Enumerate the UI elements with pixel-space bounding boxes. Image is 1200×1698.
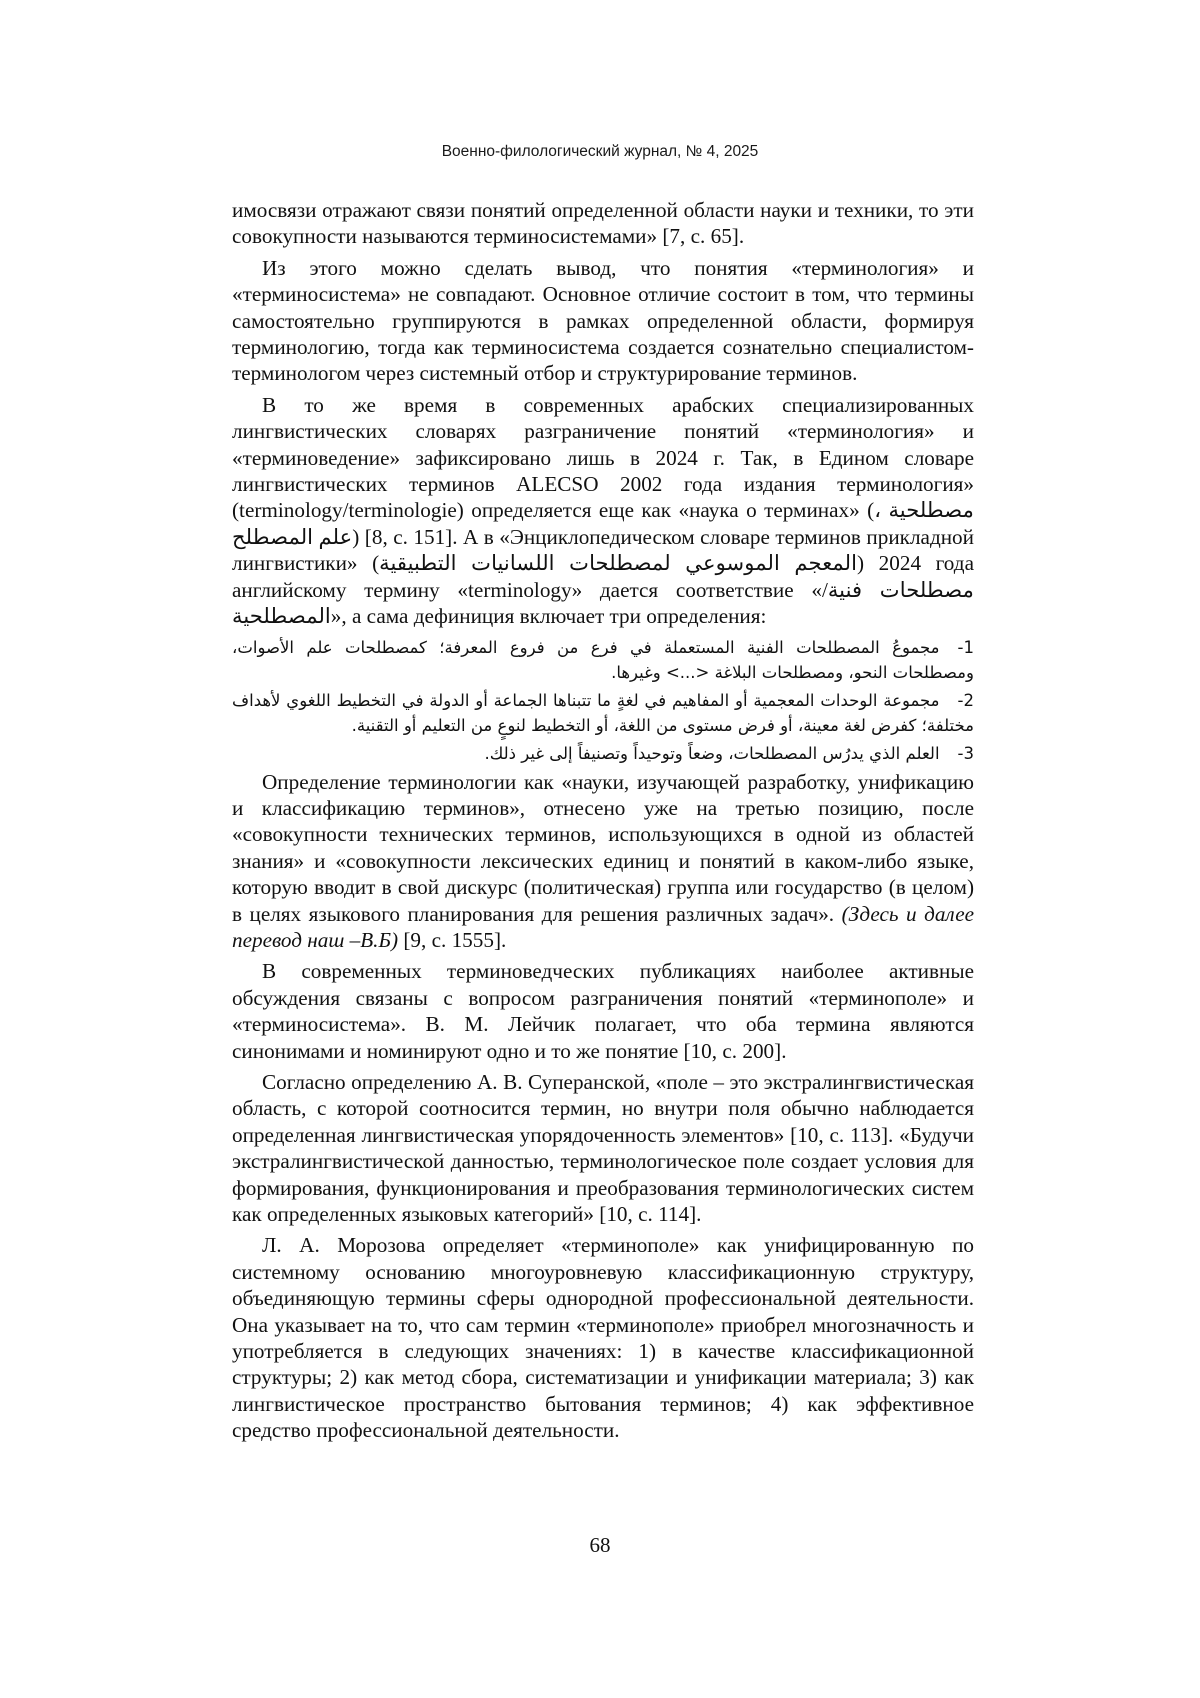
definition-number: 3- [957, 743, 974, 763]
arabic-definition-2 [232, 688, 974, 738]
arabic-definition-3 [232, 741, 974, 766]
main-text [232, 197, 974, 1449]
paragraph: Из этого можно сделать вывод, что понятия «терминология» и «терминосистема» не совпадают. Основное отличие состоит в том, что термины самостоятельно группируются в рамках определенной области, формируя терминологию, тогда как терминосистема создается сознательно специалистом-терминологом через системный отбор и структурирование терминов. [232, 255, 974, 386]
translation-note: (Здесь и далее перевод наш –В.Б) [232, 901, 975, 952]
paragraph: В то же время в современных арабских специализированных лингвистических словарях разграничение понятий «терминология» и «терминоведение» зафиксировано лишь в 2024 г. Так, в Едином словаре лингвистических терминов ALECSO 2002 года издания терминология» (terminology/terminologie) определяется еще как «наука о терминах» (مصطلحية ، علم المصطلح) [8, с. 151]. А в «Энциклопедическом словаре терминов прикладной лингвистики» (المعجم الموسوعي لمصطلحات اللسانيات التطبيقية) 2024 года английскому термину «terminology» дается соответствие «مصطلحات فنية/ المصطلحية», а сама дефиниция включает три определения: [232, 392, 974, 629]
page-number: 68 [589, 1533, 611, 1557]
paragraph-continuation: имосвязи отражают связи понятий определенной области науки и техники, то эти совокупности называются терминосистемами» [7, с. 65]. [232, 198, 974, 249]
paragraph: Согласно определению А. В. Суперанской, «поле – это экстралингвистическая область, с которой соотносится термин, но внутри поля обычно наблюдается определенная лингвистическая упорядоченность элементов» [10, с. 113]. «Будучи экстралингвистической данностью, терминологическое поле создает условия для формирования, функционирования и преобразования терминологических систем как определенных языковых категорий» [10, с. 114]. [232, 1069, 974, 1226]
definition-number: 2- [957, 690, 974, 710]
paragraph: В современных терминоведческих публикациях наиболее активные обсуждения связаны с вопросом разграничения понятий «терминополе» и «терминосистема». В. М. Лейчик полагает, что оба термина являются синонимами и номинируют одно и то же понятие [10, с. 200]. [232, 959, 974, 1063]
definition-text: مجموعة الوحدات المعجمية أو المفاهيم في لغةٍ ما تتبناها الجماعة أو الدولة في التخطيط اللغوي لأهداف مختلفة؛ كفرض لغة معينة، أو فرض مستوى من اللغة، أو التخطيط لنوعٍ من التعليم أو التقنية. [232, 690, 974, 735]
definition-text: العلم الذي يدرُس المصطلحات، وضعاً وتوحيداً وتصنيفاً إلى غير ذلك. [484, 743, 940, 763]
definition-text: مجموعُ المصطلحات الفنية المستعملة في فرع من فروع المعرفة؛ كمصطلحات علم الأصوات، ومصطلحات النحو، ومصطلحات البلاغة <...> وغيرها. [232, 637, 974, 682]
definition-number: 1- [957, 637, 974, 657]
paragraph-text: Определение терминологии как «науки, изучающей разработку, унификацию и классификацию терминов», отнесено уже на третью позицию, после «совокупности технических терминов, использующихся в одной из областей знания» и «совокупности лексических единиц и понятий в каком-либо языке, которую вводит в свой дискурс (политическая) группа или государство (в целом) в целях языкового планирования для решения различных задач». [232, 769, 974, 926]
arabic-definition-1 [232, 635, 974, 685]
paragraph [232, 769, 974, 954]
citation: [9, с. 1555]. [398, 927, 507, 952]
paragraph: Л. А. Морозова определяет «терминополе» как унифицированную по системному основанию многоуровневую классификационную структуру, объединяющую термины сферы однородной профессиональной деятельности. Она указывает на то, что сам термин «терминополе» приобрел многозначность и употребляется в следующих значениях: 1) в качестве классификационной структуры; 2) как метод сбора, систематизации и унификации материала; 3) как лингвистическое пространство бытования терминов; 4) как эффективное средство профессиональной деятельности. [232, 1233, 974, 1443]
running-header: Военно-филологический журнал, № 4, 2025 [441, 143, 759, 160]
